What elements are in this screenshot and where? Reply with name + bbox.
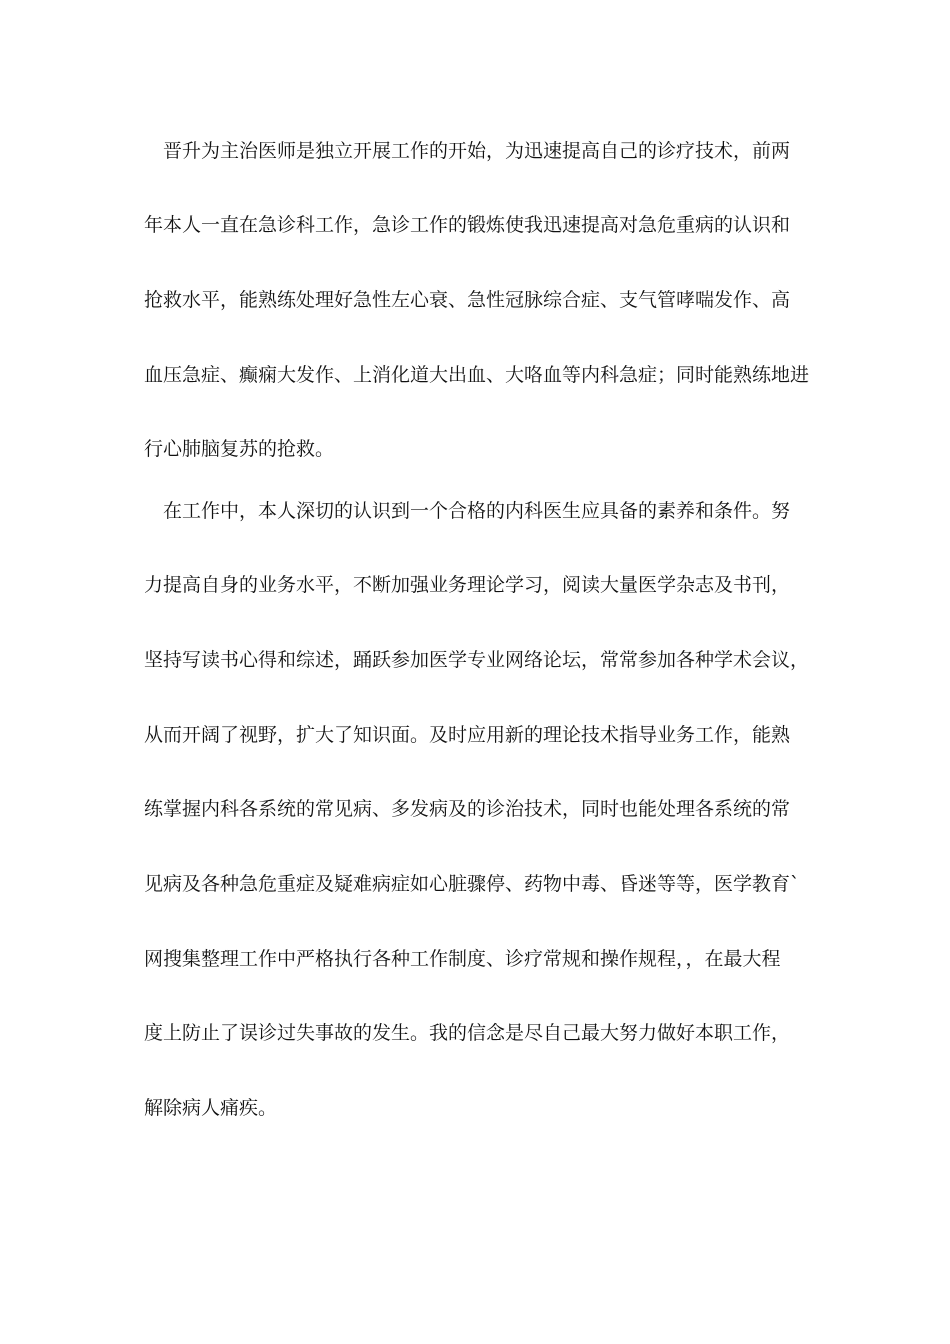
paragraph-2-line-3: 坚持写读书心得和综述，踊跃参加医学专业网络论坛，常常参加各种学术会议，	[144, 649, 810, 671]
paragraph-2-line-9: 解除病人痛疾。	[144, 1097, 278, 1119]
paragraph-1-line-3: 抢救水平，能熟练处理好急性左心衰、急性冠脉综合症、支气管哮喘发作、高	[144, 289, 791, 311]
paragraph-2-line-7: 网搜集整理工作中严格执行各种工作制度、诊疗常规和操作规程，，在最大程	[144, 948, 781, 970]
paragraph-2-line-2: 力提高自身的业务水平，不断加强业务理论学习，阅读大量医学杂志及书刊，	[144, 574, 791, 596]
paragraph-1-line-4: 血压急症、癫痫大发作、上消化道大出血、大咯血等内科急症；同时能熟练地进	[144, 364, 810, 386]
paragraph-2-line-8: 度上防止了误诊过失事故的发生。我的信念是尽自己最大努力做好本职工作，	[144, 1022, 791, 1044]
paragraph-2-line-5: 练掌握内科各系统的常见病、多发病及的诊治技术，同时也能处理各系统的常	[144, 798, 791, 820]
paragraph-2-line-4: 从而开阔了视野，扩大了知识面。及时应用新的理论技术指导业务工作，能熟	[144, 724, 791, 746]
paragraph-2-line-6: 见病及各种急危重症及疑难病症如心脏骤停、药物中毒、昏迷等等，医学教育`	[144, 873, 800, 895]
paragraph-1-line-2: 年本人一直在急诊科工作，急诊工作的锻炼使我迅速提高对急危重病的认识和	[144, 214, 791, 236]
paragraph-2-line-1: 在工作中，本人深切的认识到一个合格的内科医生应具备的素养和条件。努	[163, 500, 791, 522]
paragraph-1-line-1: 晋升为主治医师是独立开展工作的开始，为迅速提高自己的诊疗技术，前两	[163, 140, 791, 162]
paragraph-1-line-5: 行心肺脑复苏的抢救。	[144, 438, 335, 460]
